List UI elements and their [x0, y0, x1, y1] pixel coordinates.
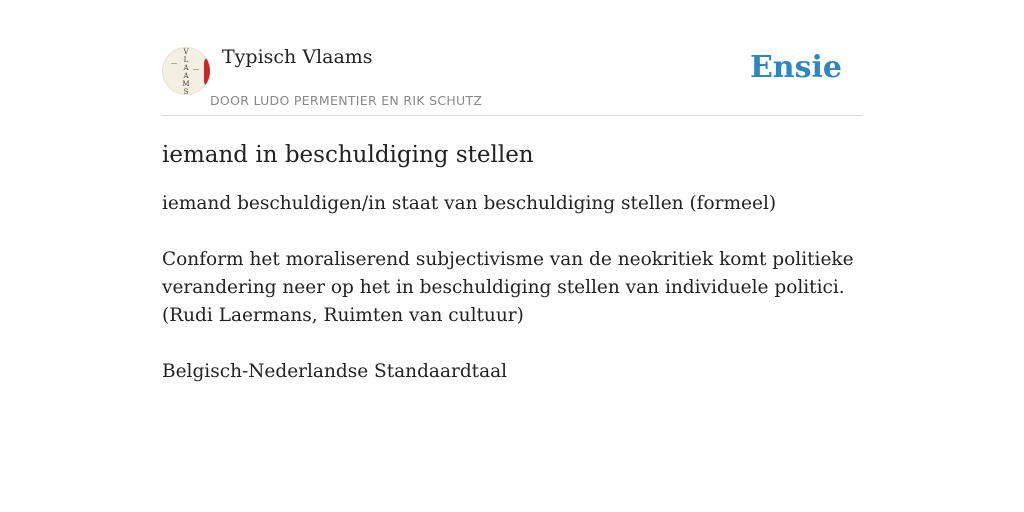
example-source: (Rudi Laermans, Ruimten van cultuur): [162, 305, 524, 326]
logo-letter: V: [183, 48, 189, 56]
example-line: Conform het moraliserend subjectivisme van de neokritiek komt politieke: [162, 249, 854, 270]
logo-letter: M: [182, 80, 190, 88]
blog-title[interactable]: Typisch Vlaams: [222, 46, 373, 68]
logo-letter: L: [183, 56, 189, 64]
cover-decoration: [193, 69, 199, 70]
blog-header: [162, 0, 862, 116]
logo-letter: A: [183, 72, 189, 80]
entry-region: Belgisch-Nederlandse Standaardtaal: [162, 361, 508, 382]
entry-definition: iemand beschuldigen/in staat van beschuldiging stellen (formeel): [162, 193, 777, 214]
entry-title: iemand in beschuldiging stellen: [162, 142, 534, 168]
logo-letter: A: [183, 64, 189, 72]
entry-card: [162, 0, 862, 386]
blog-avatar[interactable]: [162, 47, 210, 95]
example-line: verandering neer op het in beschuldiging stellen van individuele politici.: [162, 277, 845, 298]
blog-authors: DOOR LUDO PERMENTIER EN RIK SCHUTZ: [210, 93, 483, 108]
logo-letter: S: [183, 88, 189, 95]
book-cover-logo: [162, 47, 210, 95]
ensie-logo[interactable]: Ensie: [749, 50, 842, 85]
cover-decoration: [171, 63, 177, 64]
entry-example: [162, 246, 862, 330]
cover-red-band: [204, 57, 210, 87]
